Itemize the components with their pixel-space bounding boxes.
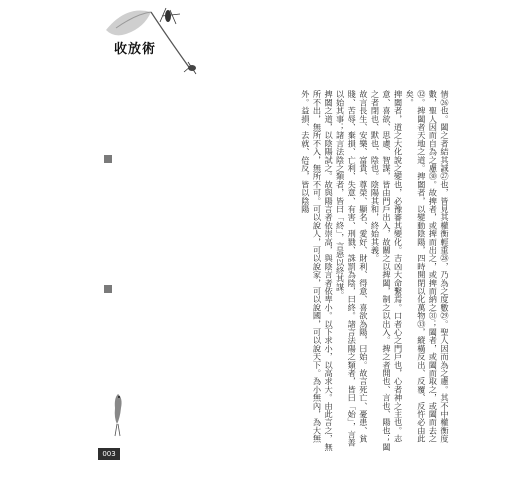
paragraph: 捭闔者，道之大化說之變也，必豫審其變化。吉凶大命繫焉。口者心之門戶也，心者神之主也。志意、喜欲、思慮、智謀，皆由門戶出入，故關之以捭闔，制之以出入。捭之者開也、言也、陽也；闔之者閉也、默也、陰也。陰陽其和，終始其義。 [370,90,404,451]
body-text [132,90,450,452]
paragraph: 捭闔之道，以陰陽試之。故與陽言者依崇高，與陰言者依卑小。以下求小，以高求大。由此言之，無所不出，無所不入，無所不可。可以說人，可以說家，可以說國，可以說天下。為小無內，為大無外。益損、去就、倍反，皆以陰陽 [300,90,335,451]
bird-illustration [108,390,128,438]
paragraph: 故言長生、安樂、富貴、尊榮、顯名、愛好、財利、得意、喜欲為陽，曰始。故言死亡、憂患、貧賤、苦辱、棄損、亡利、失意、有害、刑戮、誅罰為陰，曰終。諸言法陽之類者，皆曰「始」，言善以始其事；諸言法陰之類者，皆曰「終」，言惡以終其謀。 [335,90,369,447]
chapter-title: 收放術 [114,42,157,57]
paragraph: 情㉖也。闔之者結其誠㉗也，皆見其權衡輕重㉘，乃為之度數㉙。聖人因而為之慮。其不中權衡度數，聖人因而自為之慮㉚。故捭者，或捭而出之，或捭而納之㉛；闔者，或闔而取之，或闔而去之㉜。捭闔者天地之道。捭闔者，以變動陰陽，四時開閉以化萬物㉝，縱橫反出、反覆、反忤必由此矣。 [405,90,450,443]
section-marker [104,155,112,163]
page-number: 003 [98,448,120,460]
section-marker [104,285,112,293]
